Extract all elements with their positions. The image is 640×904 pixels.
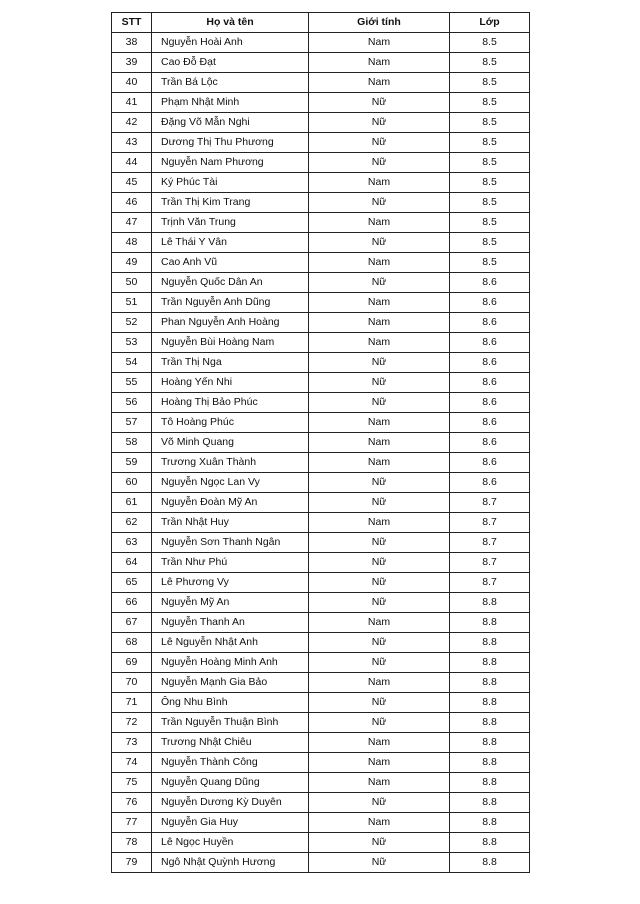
header-class: Lớp (450, 13, 530, 33)
table-row (112, 573, 530, 593)
table-row (112, 533, 530, 553)
name-cell: Đặng Võ Mẫn Nghi (152, 113, 309, 133)
gender-cell: Nữ (309, 593, 450, 613)
gender-cell: Nam (309, 333, 450, 353)
table-row (112, 793, 530, 813)
table-row (112, 593, 530, 613)
stt-cell: 66 (112, 593, 152, 613)
table-row (112, 233, 530, 253)
stt-cell: 73 (112, 733, 152, 753)
stt-cell: 69 (112, 653, 152, 673)
gender-cell: Nam (309, 813, 450, 833)
table-row (112, 713, 530, 733)
name-cell: Nguyễn Quang Dũng (152, 773, 309, 793)
stt-cell: 78 (112, 833, 152, 853)
stt-cell: 41 (112, 93, 152, 113)
name-cell: Nguyễn Hoàng Minh Anh (152, 653, 309, 673)
gender-cell: Nam (309, 673, 450, 693)
table-row (112, 53, 530, 73)
name-cell: Nguyễn Quốc Dân An (152, 273, 309, 293)
header-name: Họ và tên (152, 13, 309, 33)
name-cell: Nguyễn Bùi Hoàng Nam (152, 333, 309, 353)
gender-cell: Nữ (309, 113, 450, 133)
stt-cell: 46 (112, 193, 152, 213)
class-cell: 8.5 (450, 253, 530, 273)
table-row (112, 433, 530, 453)
stt-cell: 67 (112, 613, 152, 633)
gender-cell: Nam (309, 33, 450, 53)
table-row (112, 413, 530, 433)
gender-cell: Nữ (309, 853, 450, 873)
table-row (112, 273, 530, 293)
table-row (112, 693, 530, 713)
gender-cell: Nam (309, 773, 450, 793)
stt-cell: 42 (112, 113, 152, 133)
table-row (112, 93, 530, 113)
gender-cell: Nữ (309, 693, 450, 713)
stt-cell: 63 (112, 533, 152, 553)
name-cell: Nguyễn Mạnh Gia Bảo (152, 673, 309, 693)
gender-cell: Nữ (309, 493, 450, 513)
header-stt: STT (112, 13, 152, 33)
name-cell: Nguyễn Dương Kỳ Duyên (152, 793, 309, 813)
table-row (112, 193, 530, 213)
class-cell: 8.8 (450, 653, 530, 673)
stt-cell: 77 (112, 813, 152, 833)
gender-cell: Nam (309, 613, 450, 633)
table-row (112, 173, 530, 193)
class-cell: 8.6 (450, 293, 530, 313)
gender-cell: Nam (309, 173, 450, 193)
table-row (112, 653, 530, 673)
name-cell: Lê Phương Vy (152, 573, 309, 593)
gender-cell: Nữ (309, 713, 450, 733)
class-cell: 8.6 (450, 373, 530, 393)
table-row (112, 493, 530, 513)
stt-cell: 71 (112, 693, 152, 713)
stt-cell: 55 (112, 373, 152, 393)
gender-cell: Nữ (309, 393, 450, 413)
table-body (112, 33, 530, 873)
class-cell: 8.5 (450, 53, 530, 73)
gender-cell: Nam (309, 513, 450, 533)
class-cell: 8.7 (450, 553, 530, 573)
table-row (112, 313, 530, 333)
class-cell: 8.5 (450, 153, 530, 173)
table-row (112, 833, 530, 853)
table-row (112, 633, 530, 653)
name-cell: Nguyễn Mỹ An (152, 593, 309, 613)
class-cell: 8.5 (450, 213, 530, 233)
stt-cell: 48 (112, 233, 152, 253)
stt-cell: 54 (112, 353, 152, 373)
gender-cell: Nam (309, 413, 450, 433)
header-gender: Giới tính (309, 13, 450, 33)
table-row (112, 373, 530, 393)
class-cell: 8.6 (450, 273, 530, 293)
class-cell: 8.6 (450, 393, 530, 413)
table-row (112, 773, 530, 793)
table-row (112, 133, 530, 153)
stt-cell: 53 (112, 333, 152, 353)
name-cell: Tô Hoàng Phúc (152, 413, 309, 433)
gender-cell: Nữ (309, 793, 450, 813)
name-cell: Ngô Nhật Quỳnh Hương (152, 853, 309, 873)
gender-cell: Nữ (309, 93, 450, 113)
name-cell: Trương Xuân Thành (152, 453, 309, 473)
student-list-table (111, 12, 530, 873)
table-row (112, 513, 530, 533)
name-cell: Nguyễn Ngọc Lan Vy (152, 473, 309, 493)
name-cell: Nguyễn Hoài Anh (152, 33, 309, 53)
table-row (112, 33, 530, 53)
name-cell: Trần Như Phú (152, 553, 309, 573)
class-cell: 8.8 (450, 813, 530, 833)
table-header-row (112, 13, 530, 33)
class-cell: 8.7 (450, 573, 530, 593)
class-cell: 8.8 (450, 733, 530, 753)
class-cell: 8.8 (450, 613, 530, 633)
gender-cell: Nữ (309, 833, 450, 853)
table-row (112, 673, 530, 693)
stt-cell: 60 (112, 473, 152, 493)
stt-cell: 49 (112, 253, 152, 273)
stt-cell: 45 (112, 173, 152, 193)
table-row (112, 73, 530, 93)
class-cell: 8.5 (450, 93, 530, 113)
class-cell: 8.8 (450, 773, 530, 793)
class-cell: 8.6 (450, 453, 530, 473)
name-cell: Lê Ngọc Huyền (152, 833, 309, 853)
class-cell: 8.7 (450, 513, 530, 533)
stt-cell: 52 (112, 313, 152, 333)
stt-cell: 39 (112, 53, 152, 73)
table-row (112, 353, 530, 373)
class-cell: 8.8 (450, 633, 530, 653)
class-cell: 8.6 (450, 473, 530, 493)
name-cell: Trương Nhật Chiêu (152, 733, 309, 753)
gender-cell: Nam (309, 53, 450, 73)
stt-cell: 40 (112, 73, 152, 93)
gender-cell: Nữ (309, 193, 450, 213)
stt-cell: 59 (112, 453, 152, 473)
name-cell: Cao Đỗ Đạt (152, 53, 309, 73)
gender-cell: Nữ (309, 133, 450, 153)
name-cell: Trịnh Văn Trung (152, 213, 309, 233)
class-cell: 8.6 (450, 413, 530, 433)
table-row (112, 153, 530, 173)
name-cell: Phạm Nhật Minh (152, 93, 309, 113)
class-cell: 8.8 (450, 753, 530, 773)
stt-cell: 79 (112, 853, 152, 873)
name-cell: Hoàng Thị Bảo Phúc (152, 393, 309, 413)
name-cell: Võ Minh Quang (152, 433, 309, 453)
class-cell: 8.5 (450, 113, 530, 133)
name-cell: Ông Nhu Bình (152, 693, 309, 713)
name-cell: Trần Thị Nga (152, 353, 309, 373)
class-cell: 8.8 (450, 853, 530, 873)
gender-cell: Nữ (309, 233, 450, 253)
stt-cell: 43 (112, 133, 152, 153)
gender-cell: Nam (309, 433, 450, 453)
table-row (112, 733, 530, 753)
gender-cell: Nữ (309, 573, 450, 593)
table-row (112, 293, 530, 313)
gender-cell: Nữ (309, 273, 450, 293)
name-cell: Nguyễn Gia Huy (152, 813, 309, 833)
gender-cell: Nữ (309, 373, 450, 393)
name-cell: Nguyễn Thanh An (152, 613, 309, 633)
stt-cell: 47 (112, 213, 152, 233)
gender-cell: Nam (309, 733, 450, 753)
stt-cell: 76 (112, 793, 152, 813)
stt-cell: 56 (112, 393, 152, 413)
name-cell: Trần Nhật Huy (152, 513, 309, 533)
gender-cell: Nam (309, 313, 450, 333)
class-cell: 8.5 (450, 133, 530, 153)
name-cell: Nguyễn Nam Phương (152, 153, 309, 173)
stt-cell: 50 (112, 273, 152, 293)
class-cell: 8.8 (450, 793, 530, 813)
class-cell: 8.6 (450, 433, 530, 453)
class-cell: 8.8 (450, 673, 530, 693)
gender-cell: Nữ (309, 153, 450, 173)
table-row (112, 253, 530, 273)
table-row (112, 553, 530, 573)
gender-cell: Nam (309, 293, 450, 313)
stt-cell: 70 (112, 673, 152, 693)
stt-cell: 62 (112, 513, 152, 533)
stt-cell: 61 (112, 493, 152, 513)
class-cell: 8.8 (450, 833, 530, 853)
table-row (112, 393, 530, 413)
gender-cell: Nữ (309, 533, 450, 553)
name-cell: Phan Nguyễn Anh Hoàng (152, 313, 309, 333)
stt-cell: 65 (112, 573, 152, 593)
table-row (112, 113, 530, 133)
stt-cell: 64 (112, 553, 152, 573)
name-cell: Dương Thị Thu Phương (152, 133, 309, 153)
gender-cell: Nam (309, 213, 450, 233)
table-row (112, 853, 530, 873)
stt-cell: 51 (112, 293, 152, 313)
class-cell: 8.6 (450, 313, 530, 333)
name-cell: Nguyễn Thành Công (152, 753, 309, 773)
name-cell: Lê Nguyễn Nhật Anh (152, 633, 309, 653)
class-cell: 8.8 (450, 713, 530, 733)
class-cell: 8.7 (450, 533, 530, 553)
table-row (112, 213, 530, 233)
class-cell: 8.7 (450, 493, 530, 513)
table-row (112, 453, 530, 473)
name-cell: Hoàng Yến Nhi (152, 373, 309, 393)
gender-cell: Nữ (309, 653, 450, 673)
table-row (112, 473, 530, 493)
class-cell: 8.5 (450, 173, 530, 193)
gender-cell: Nam (309, 753, 450, 773)
name-cell: Trần Bá Lộc (152, 73, 309, 93)
class-cell: 8.8 (450, 593, 530, 613)
gender-cell: Nam (309, 73, 450, 93)
gender-cell: Nam (309, 453, 450, 473)
name-cell: Ký Phúc Tài (152, 173, 309, 193)
name-cell: Trần Nguyễn Anh Dũng (152, 293, 309, 313)
class-cell: 8.5 (450, 73, 530, 93)
class-cell: 8.6 (450, 353, 530, 373)
stt-cell: 72 (112, 713, 152, 733)
name-cell: Lê Thái Y Vân (152, 233, 309, 253)
stt-cell: 44 (112, 153, 152, 173)
name-cell: Nguyễn Sơn Thanh Ngân (152, 533, 309, 553)
table-row (112, 613, 530, 633)
name-cell: Trần Thị Kim Trang (152, 193, 309, 213)
gender-cell: Nam (309, 253, 450, 273)
table-row (112, 333, 530, 353)
name-cell: Cao Anh Vũ (152, 253, 309, 273)
class-cell: 8.5 (450, 233, 530, 253)
stt-cell: 68 (112, 633, 152, 653)
name-cell: Nguyễn Đoàn Mỹ An (152, 493, 309, 513)
name-cell: Trần Nguyễn Thuận Bình (152, 713, 309, 733)
table-row (112, 753, 530, 773)
stt-cell: 58 (112, 433, 152, 453)
class-cell: 8.6 (450, 333, 530, 353)
table-row (112, 813, 530, 833)
stt-cell: 75 (112, 773, 152, 793)
class-cell: 8.5 (450, 33, 530, 53)
gender-cell: Nữ (309, 633, 450, 653)
stt-cell: 57 (112, 413, 152, 433)
gender-cell: Nữ (309, 553, 450, 573)
gender-cell: Nữ (309, 473, 450, 493)
gender-cell: Nữ (309, 353, 450, 373)
class-cell: 8.5 (450, 193, 530, 213)
stt-cell: 38 (112, 33, 152, 53)
class-cell: 8.8 (450, 693, 530, 713)
stt-cell: 74 (112, 753, 152, 773)
